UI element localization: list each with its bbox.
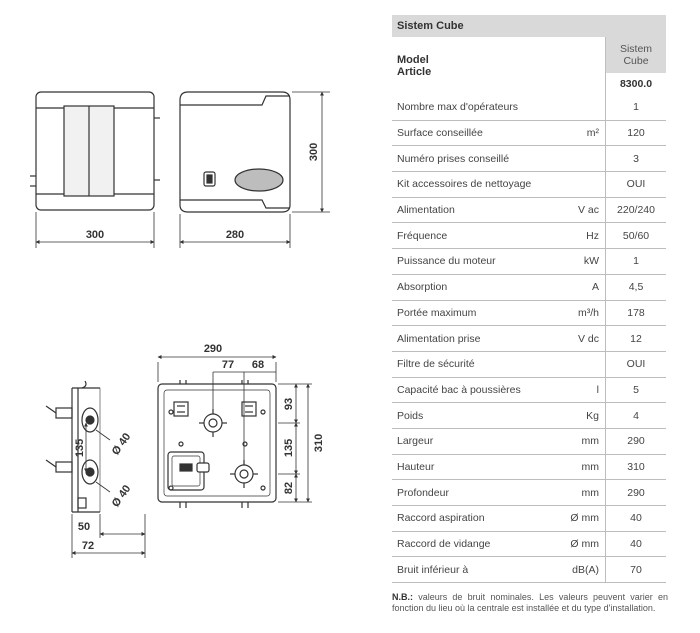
table-title: Sistem Cube bbox=[392, 15, 666, 37]
spec-unit: Ø mm bbox=[541, 506, 606, 532]
spec-value: 4,5 bbox=[606, 274, 667, 300]
spec-value: 50/60 bbox=[606, 223, 667, 249]
spec-unit: dB(A) bbox=[541, 557, 606, 583]
spec-value: 120 bbox=[606, 120, 667, 146]
product-code: 8300.0 bbox=[606, 73, 667, 95]
spec-row bbox=[392, 454, 666, 480]
profile-dim-50-label: 50 bbox=[77, 521, 91, 533]
spec-value: OUI bbox=[606, 351, 667, 377]
spec-unit bbox=[541, 172, 606, 198]
spec-label: Raccord de vidange bbox=[392, 531, 541, 557]
spec-unit: mm bbox=[541, 428, 606, 454]
spec-value: 310 bbox=[606, 454, 667, 480]
side-height-label: 300 bbox=[308, 142, 320, 162]
spec-row bbox=[392, 557, 666, 583]
spec-row bbox=[392, 428, 666, 454]
spec-value: OUI bbox=[606, 172, 667, 198]
product-name: Sistem Cube bbox=[619, 43, 653, 67]
spec-unit bbox=[541, 351, 606, 377]
spec-label: Capacité bac à poussières bbox=[392, 377, 541, 403]
profile-view-drawing bbox=[46, 381, 100, 512]
diameter-top-label: Ø 40 bbox=[109, 431, 134, 458]
front-width-label: 300 bbox=[85, 229, 105, 241]
spec-unit: l bbox=[541, 377, 606, 403]
spec-value: 40 bbox=[606, 506, 667, 532]
spec-label: Portée maximum bbox=[392, 300, 541, 326]
spec-value: 178 bbox=[606, 300, 667, 326]
footnote-text: valeurs de bruit nominales. Les valeurs peuvent varier en fonction du lieu où la centrale est installée et du type d'installation. bbox=[392, 592, 668, 613]
right-dim-top-label: 93 bbox=[283, 397, 295, 411]
spec-unit: m² bbox=[541, 120, 606, 146]
model-label: Model bbox=[397, 54, 429, 66]
spec-label: Poids bbox=[392, 403, 541, 429]
spec-row bbox=[392, 146, 666, 172]
spec-label: Absorption bbox=[392, 274, 541, 300]
spec-unit: Ø mm bbox=[541, 531, 606, 557]
spec-row bbox=[392, 403, 666, 429]
spec-row bbox=[392, 197, 666, 223]
spec-label: Alimentation bbox=[392, 197, 541, 223]
spec-unit: mm bbox=[541, 454, 606, 480]
top-dim-b-label: 68 bbox=[251, 359, 265, 371]
spec-value: 3 bbox=[606, 146, 667, 172]
right-dim-total-label: 310 bbox=[313, 433, 325, 453]
spec-value: 4 bbox=[606, 403, 667, 429]
spec-row bbox=[392, 377, 666, 403]
spec-row bbox=[392, 300, 666, 326]
header-row bbox=[392, 37, 666, 73]
top-width-label: 290 bbox=[203, 343, 223, 355]
profile-dim-72-label: 72 bbox=[81, 540, 95, 552]
spec-unit: mm bbox=[541, 480, 606, 506]
spec-unit bbox=[541, 146, 606, 172]
spec-value: 1 bbox=[606, 95, 667, 120]
spec-value: 5 bbox=[606, 377, 667, 403]
spec-row bbox=[392, 531, 666, 557]
spec-label: Alimentation prise bbox=[392, 326, 541, 352]
spec-row bbox=[392, 274, 666, 300]
spec-value: 12 bbox=[606, 326, 667, 352]
spec-label: Kit accessoires de nettoyage bbox=[392, 172, 541, 198]
spec-unit: V dc bbox=[541, 326, 606, 352]
top-dim-a-label: 77 bbox=[221, 359, 235, 371]
spec-row bbox=[392, 249, 666, 275]
front-view-drawing bbox=[30, 92, 160, 210]
product-name-cell bbox=[606, 37, 667, 73]
spec-row bbox=[392, 95, 666, 120]
back-view-dimensions bbox=[158, 357, 312, 502]
spec-label: Hauteur bbox=[392, 454, 541, 480]
spec-unit: m³/h bbox=[541, 300, 606, 326]
side-depth-label: 280 bbox=[225, 229, 245, 241]
spec-value: 220/240 bbox=[606, 197, 667, 223]
spec-value: 40 bbox=[606, 531, 667, 557]
spec-label: Nombre max d'opérateurs bbox=[392, 95, 541, 120]
spec-label: Puissance du moteur bbox=[392, 249, 541, 275]
spec-unit: Kg bbox=[541, 403, 606, 429]
table-title-row bbox=[392, 15, 666, 37]
spec-row bbox=[392, 326, 666, 352]
spec-row bbox=[392, 480, 666, 506]
spec-value: 70 bbox=[606, 557, 667, 583]
spec-label: Profondeur bbox=[392, 480, 541, 506]
spec-label: Fréquence bbox=[392, 223, 541, 249]
spec-label: Bruit inférieur à bbox=[392, 557, 541, 583]
article-label: Article bbox=[397, 66, 432, 78]
spec-label: Filtre de sécurité bbox=[392, 351, 541, 377]
spec-row bbox=[392, 506, 666, 532]
right-dim-bottom-label: 82 bbox=[283, 481, 295, 495]
spec-row bbox=[392, 120, 666, 146]
side-view-drawing bbox=[180, 92, 290, 212]
spec-label: Raccord aspiration bbox=[392, 506, 541, 532]
spec-row bbox=[392, 223, 666, 249]
spec-unit: kW bbox=[541, 249, 606, 275]
back-view-drawing bbox=[158, 380, 276, 508]
spec-row bbox=[392, 172, 666, 198]
right-dim-mid-label: 135 bbox=[283, 438, 295, 458]
spec-value: 1 bbox=[606, 249, 667, 275]
spec-unit: V ac bbox=[541, 197, 606, 223]
footnote-prefix: N.B.: bbox=[392, 592, 413, 602]
spec-unit: A bbox=[541, 274, 606, 300]
spec-label: Largeur bbox=[392, 428, 541, 454]
specification-table bbox=[392, 15, 666, 583]
spec-label: Surface conseillée bbox=[392, 120, 541, 146]
spec-label: Numéro prises conseillé bbox=[392, 146, 541, 172]
spec-row bbox=[392, 351, 666, 377]
spec-unit: Hz bbox=[541, 223, 606, 249]
spec-unit bbox=[541, 95, 606, 120]
footnote bbox=[392, 592, 668, 614]
spec-value: 290 bbox=[606, 480, 667, 506]
model-article-cell bbox=[392, 37, 606, 95]
profile-dim-135-label: 135 bbox=[74, 438, 86, 458]
diameter-bottom-label: Ø 40 bbox=[109, 483, 134, 510]
spec-value: 290 bbox=[606, 428, 667, 454]
